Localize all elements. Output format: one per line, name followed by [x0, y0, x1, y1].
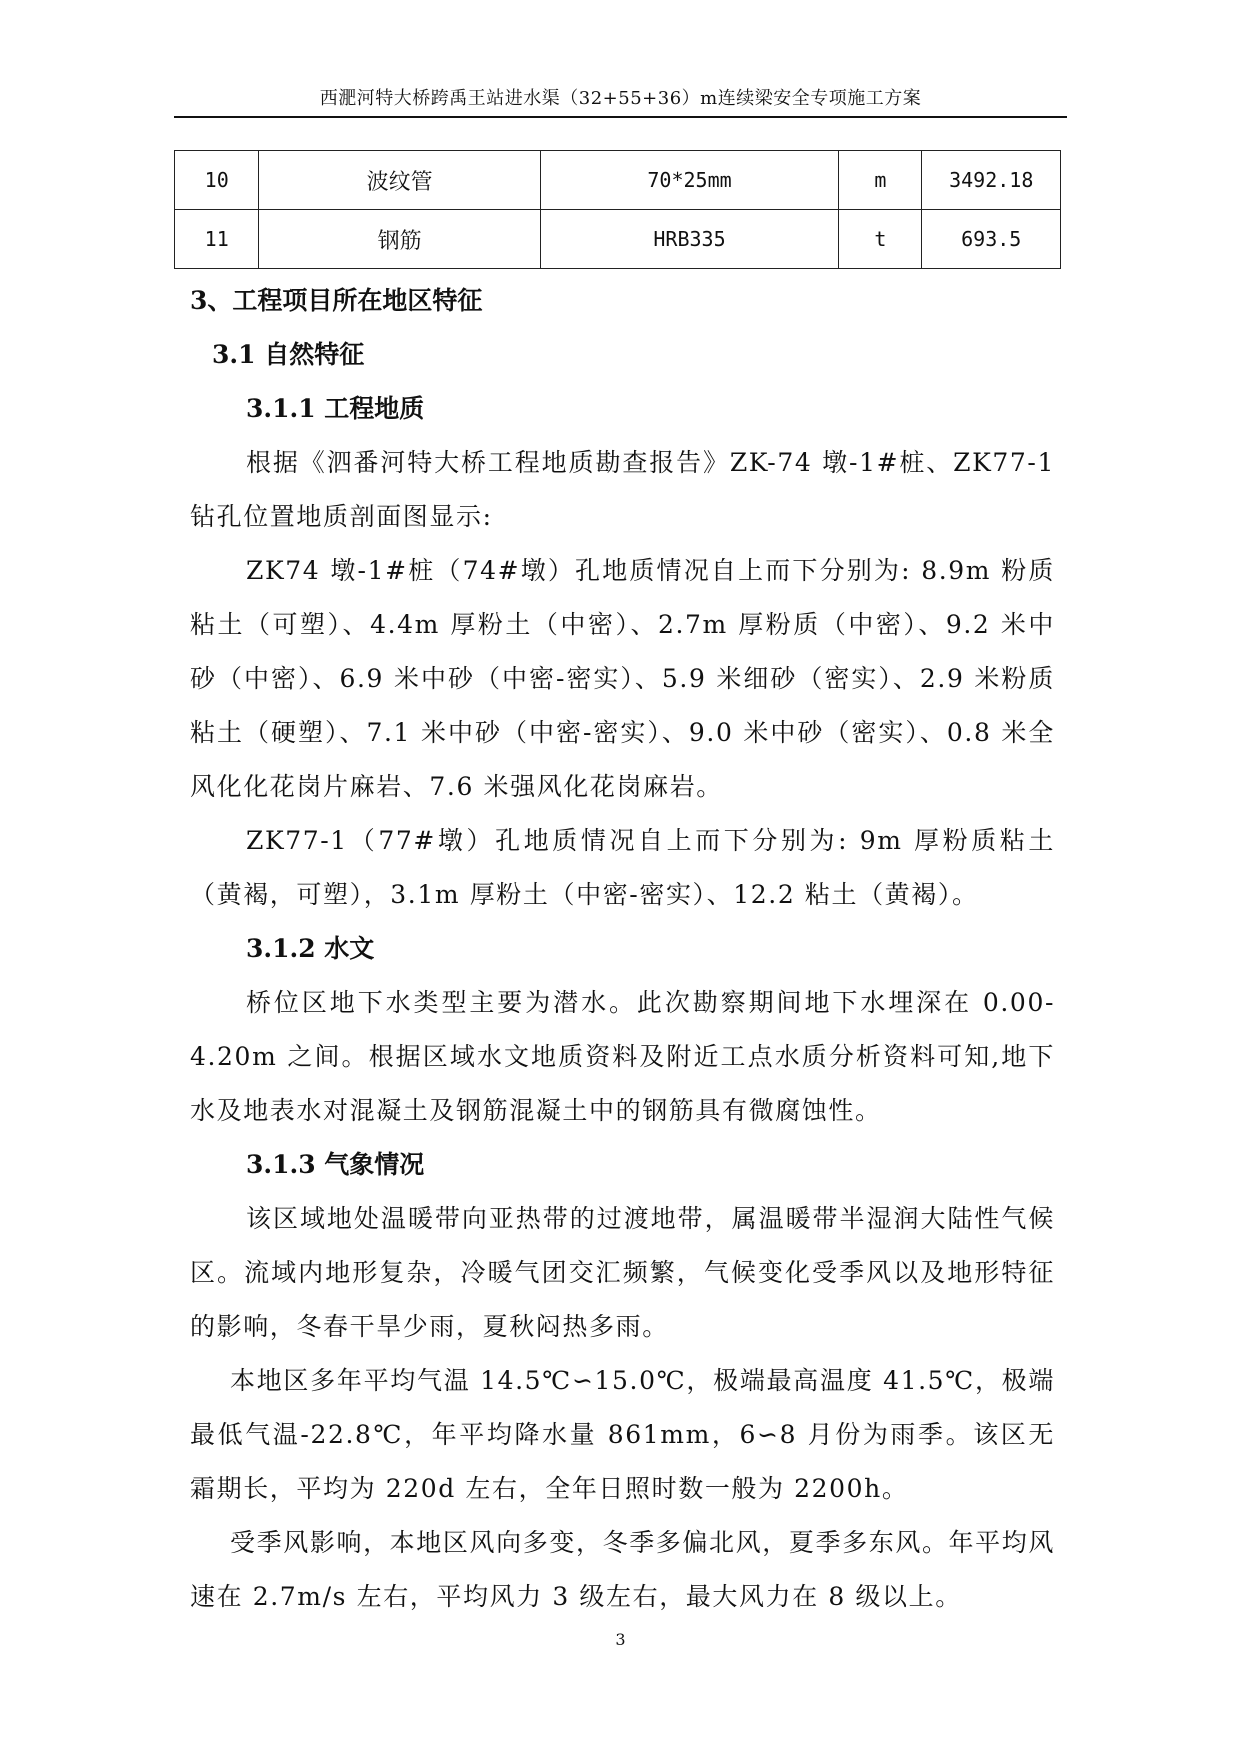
row-number: 10	[175, 151, 259, 210]
material-name: 钢筋	[259, 210, 540, 269]
header-rule	[174, 116, 1067, 118]
page-header-title: 西淝河特大桥跨禹王站进水渠（32+55+36）m连续梁安全专项施工方案	[319, 88, 922, 109]
row-number: 11	[175, 210, 259, 269]
material-spec: HRB335	[540, 210, 838, 269]
page-number: 3	[615, 1630, 626, 1649]
section-heading-3-1-2: 3.1.2 水文	[246, 934, 375, 963]
material-unit: m	[839, 151, 922, 210]
paragraph-geology-source: 根据《泗番河特大桥工程地质勘查报告》ZK-74 墩-1#桩、ZK77-1 钻孔位置地质剖面图显示:	[190, 448, 1055, 531]
paragraph-geology-zk74: ZK74 墩-1#桩（74#墩）孔地质情况自上而下分别为: 8.9m 粉质粘土（可塑）、4.4m 厚粉土（中密）、2.7m 厚粉质（中密）、9.2 米中砂（中密）、6.9 米中砂（中密-密实）、5.9 米细砂（密实）、2.9 米粉质粘土（硬塑）、7.1 米中砂（中密-密实）、9.0 米中砂（密实）、0.8 米全风化化花岗片麻岩、7.6 米强风化花岗麻岩。	[190, 556, 1055, 801]
paragraph-climate: 该区域地处温暖带向亚热带的过渡地带，属温暖带半湿润大陆性气候区。流域内地形复杂，冷暖气团交汇频繁，气候变化受季风以及地形特征的影响，冬春干旱少雨，夏秋闷热多雨。	[190, 1204, 1055, 1341]
section-heading-3-1: 3.1 自然特征	[212, 340, 365, 369]
table-row	[175, 210, 1061, 269]
table-row	[175, 151, 1061, 210]
section-heading-3-1-1: 3.1.1 工程地质	[246, 394, 425, 423]
material-quantity: 693.5	[922, 210, 1061, 269]
material-name: 波纹管	[259, 151, 540, 210]
paragraph-geology-zk77: ZK77-1（77#墩）孔地质情况自上而下分别为: 9m 厚粉质粘土（黄褐，可塑），3.1m 厚粉土（中密-密实）、12.2 粘土（黄褐）。	[190, 826, 1055, 909]
paragraph-wind: 受季风影响，本地区风向多变，冬季多偏北风，夏季多东风。年平均风速在 2.7m/s 左右，平均风力 3 级左右，最大风力在 8 级以上。	[190, 1528, 1055, 1611]
document-body	[190, 274, 1055, 1624]
paragraph-hydrology: 桥位区地下水类型主要为潜水。此次勘察期间地下水埋深在 0.00-4.20m 之间。根据区域水文地质资料及附近工点水质分析资料可知,地下水及地表水对混凝土及钢筋混凝土中的钢筋具有微腐蚀性。	[190, 988, 1055, 1125]
section-heading-3-1-3: 3.1.3 气象情况	[246, 1150, 425, 1179]
material-unit: t	[839, 210, 922, 269]
material-spec: 70*25mm	[540, 151, 838, 210]
paragraph-temperature: 本地区多年平均气温 14.5℃∽15.0℃，极端最高温度 41.5℃，极端最低气温-22.8℃，年平均降水量 861mm，6∽8 月份为雨季。该区无霜期长，平均为 220d 左右，全年日照时数一般为 2200h。	[190, 1366, 1055, 1503]
material-quantity: 3492.18	[922, 151, 1061, 210]
materials-table	[174, 150, 1061, 269]
section-heading-3: 3、工程项目所在地区特征	[190, 286, 483, 315]
